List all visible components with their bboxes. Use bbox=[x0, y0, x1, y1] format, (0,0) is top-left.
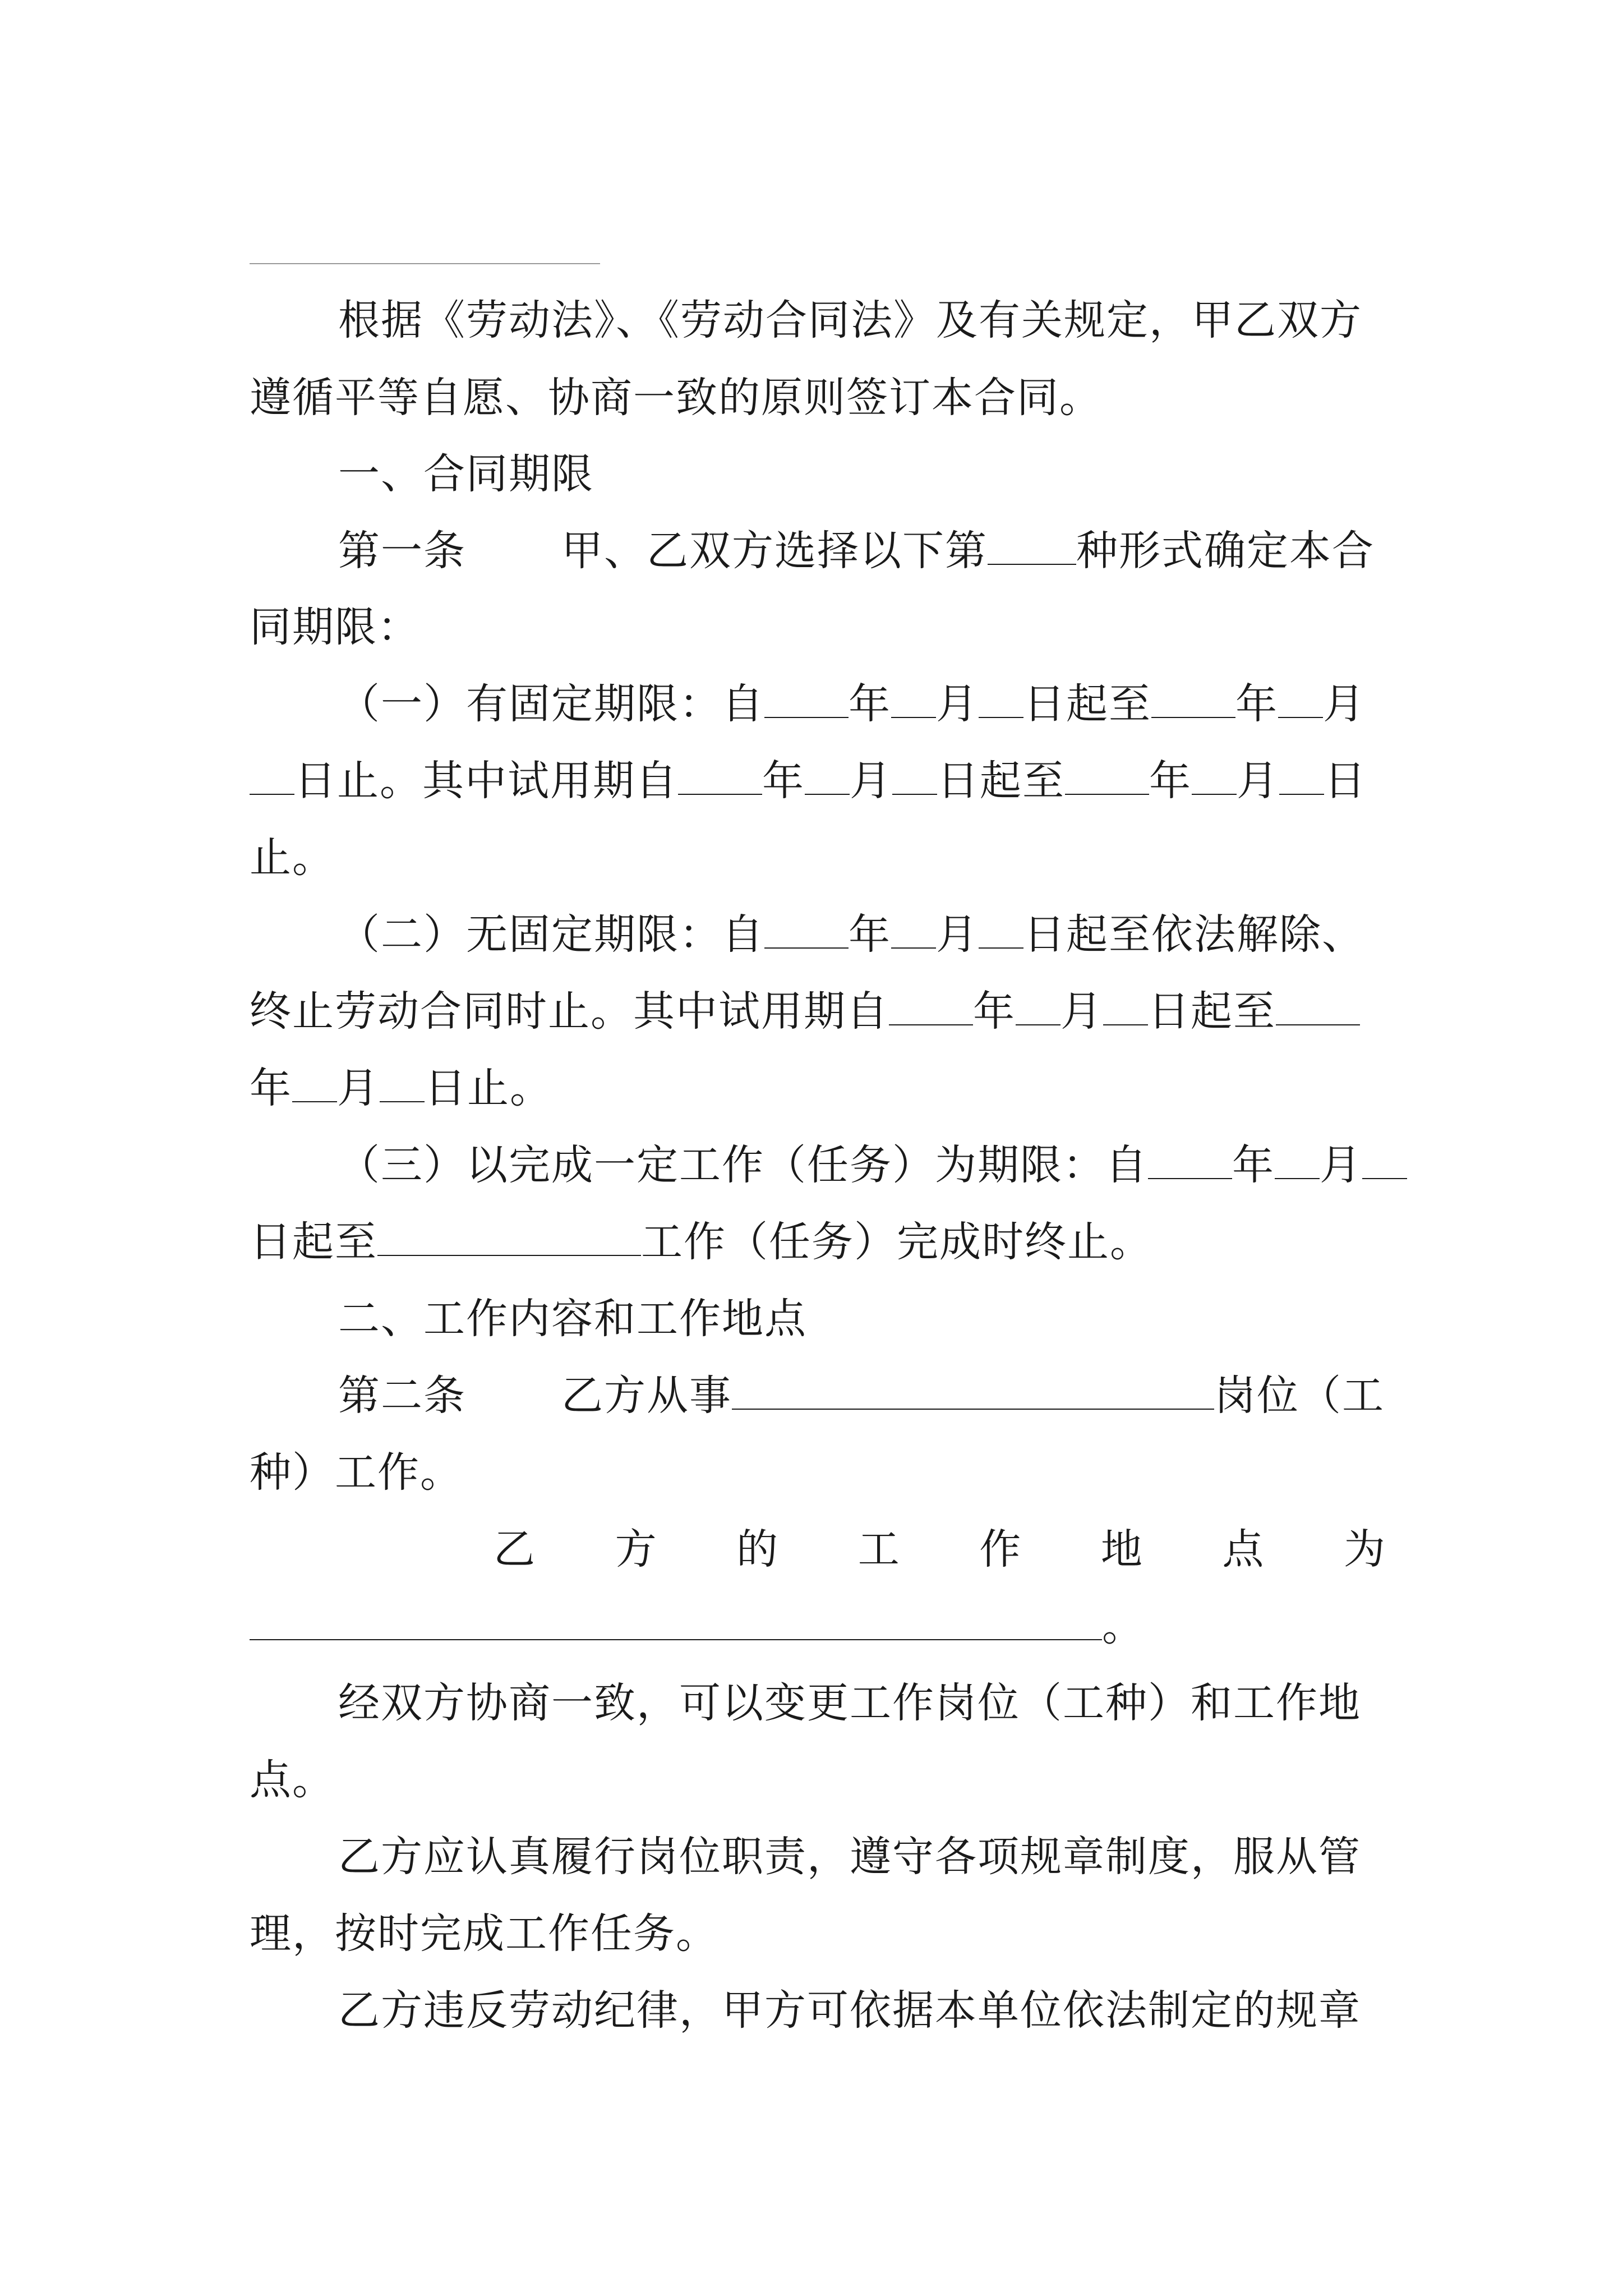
fixed-start-month-blank[interactable] bbox=[891, 680, 936, 718]
workplace-char: 为 bbox=[1343, 1525, 1385, 1573]
fixed-start-day-blank[interactable] bbox=[979, 680, 1023, 718]
fixed-start-year-blank[interactable] bbox=[764, 680, 849, 718]
fixed-end-year-blank[interactable] bbox=[1151, 680, 1235, 718]
open-probation-start-year-blank[interactable] bbox=[889, 987, 973, 1025]
open-probation-end-day-blank[interactable] bbox=[380, 1064, 425, 1102]
fixed-probation-start-day-blank[interactable] bbox=[892, 757, 937, 795]
workplace-blank[interactable] bbox=[250, 1602, 1102, 1640]
open-start-month-blank[interactable] bbox=[891, 910, 936, 949]
option-task-term-line-2: 日起至 工作（任务）完成时终止。 bbox=[250, 1218, 1152, 1266]
open-start-day-blank[interactable] bbox=[979, 910, 1023, 949]
fixed-probation-start-month-blank[interactable] bbox=[805, 757, 850, 795]
workplace-char: 点 bbox=[1222, 1525, 1264, 1573]
fixed-end-month-blank[interactable] bbox=[1278, 680, 1323, 718]
paragraph-intro-line-1: 根据《劳动法》、《劳动合同法》及有关规定，甲乙双方 bbox=[338, 296, 1362, 344]
article-2-line-1: 第二条 乙方从事 岗位（工 bbox=[338, 1372, 1385, 1420]
header-rule bbox=[250, 263, 600, 264]
option-fixed-term-line-1: （一）有固定期限：自 年 月 日起至 年 月 bbox=[338, 680, 1366, 728]
workplace-line bbox=[494, 1524, 1385, 1575]
form-choice-blank[interactable] bbox=[988, 527, 1076, 565]
fixed-probation-end-day-blank[interactable] bbox=[1279, 757, 1324, 795]
paragraph-duties-line-2: 理，按时完成工作任务。 bbox=[250, 1910, 718, 1958]
workplace-char: 方 bbox=[615, 1525, 657, 1573]
workplace-blank-line: 。 bbox=[250, 1601, 1145, 1651]
paragraph-discipline-line-1: 乙方违反劳动纪律，甲方可依据本单位依法制定的规章 bbox=[338, 1986, 1361, 2035]
open-probation-end-month-blank[interactable] bbox=[292, 1064, 337, 1102]
article-1-line-2: 同期限： bbox=[250, 603, 420, 651]
option-fixed-term-line-3: 止。 bbox=[250, 834, 335, 882]
option-task-term-line-1: （三）以完成一定工作（任务）为期限：自 年 月 bbox=[338, 1140, 1407, 1190]
section-heading-job-content: 二、工作内容和工作地点 bbox=[338, 1295, 807, 1343]
workplace-char: 工 bbox=[857, 1525, 900, 1573]
workplace-char: 地 bbox=[1100, 1525, 1142, 1573]
task-start-day-blank[interactable] bbox=[1362, 1141, 1407, 1179]
open-probation-end-year-blank[interactable] bbox=[1276, 987, 1360, 1025]
task-description-blank[interactable] bbox=[377, 1218, 641, 1256]
task-start-year-blank[interactable] bbox=[1148, 1141, 1232, 1179]
paragraph-change-line-2: 点。 bbox=[250, 1756, 335, 1804]
workplace-char: 乙 bbox=[494, 1525, 535, 1573]
article-1-line-1: 第一条 甲、乙双方选择以下第 种形式确定本合 bbox=[338, 527, 1375, 575]
option-fixed-term-line-2: 日止。其中试用期自 年 月 日起至 年 月 日 bbox=[250, 756, 1367, 806]
fixed-probation-end-year-blank[interactable] bbox=[1065, 757, 1149, 795]
position-blank[interactable] bbox=[732, 1372, 1214, 1410]
section-heading-contract-term: 一、合同期限 bbox=[338, 450, 594, 498]
open-probation-start-day-blank[interactable] bbox=[1103, 987, 1148, 1025]
fixed-probation-start-year-blank[interactable] bbox=[678, 757, 762, 795]
article-2-line-2: 种）工作。 bbox=[250, 1448, 463, 1497]
fixed-end-day-blank[interactable] bbox=[250, 757, 294, 795]
open-probation-start-month-blank[interactable] bbox=[1016, 987, 1061, 1025]
paragraph-duties-line-1: 乙方应认真履行岗位职责，遵守各项规章制度，服从管 bbox=[338, 1833, 1361, 1881]
paragraph-intro-line-2: 遵循平等自愿、协商一致的原则签订本合同。 bbox=[250, 374, 1102, 422]
open-start-year-blank[interactable] bbox=[764, 910, 849, 949]
option-open-term-line-1: （二）无固定期限：自 年 月 日起至依法解除、 bbox=[338, 910, 1364, 959]
option-open-term-line-2: 终止劳动合同时止。其中试用期自 年 月 日起至 bbox=[250, 986, 1360, 1037]
option-open-term-line-3: 年 月 日止。 bbox=[250, 1064, 552, 1112]
workplace-char: 作 bbox=[979, 1525, 1021, 1573]
fixed-probation-end-month-blank[interactable] bbox=[1192, 757, 1237, 795]
paragraph-change-line-1: 经双方协商一致，可以变更工作岗位（工种）和工作地 bbox=[338, 1679, 1361, 1727]
task-start-month-blank[interactable] bbox=[1275, 1141, 1320, 1179]
workplace-char: 的 bbox=[736, 1525, 778, 1573]
